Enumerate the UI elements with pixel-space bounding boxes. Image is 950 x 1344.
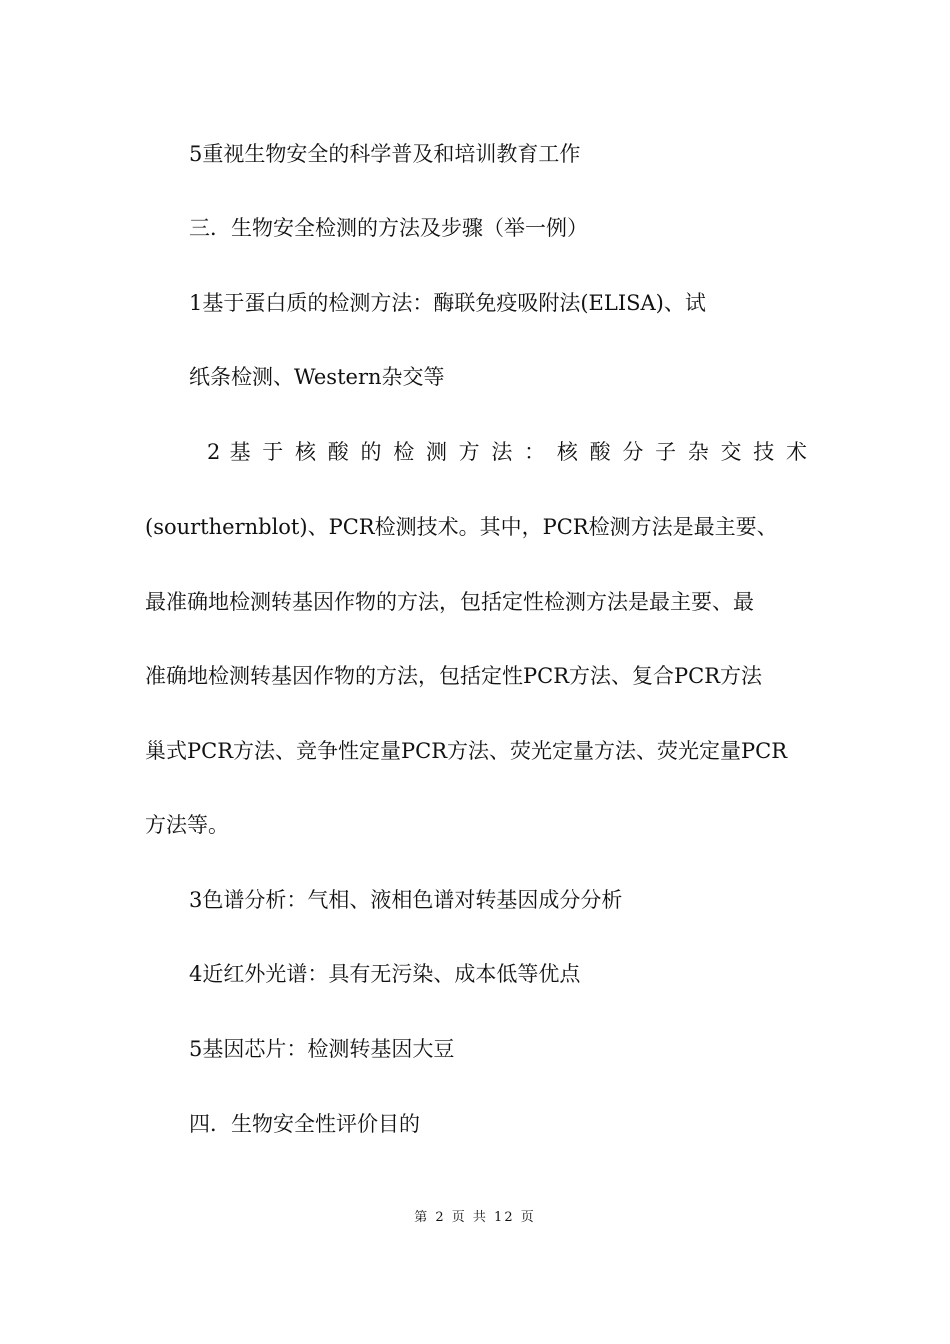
paragraph-line-10: 方法等。 [145, 813, 229, 837]
paragraph-line-1: 5重视生物安全的科学普及和培训教育工作 [189, 142, 581, 166]
paragraph-line-13: 5基因芯片：检测转基因大豆 [189, 1037, 455, 1061]
paragraph-line-7: 最准确地检测转基因作物的方法，包括定性检测方法是最主要、最 [145, 590, 754, 614]
paragraph-line-6: (sourthernblot)、PCR检测技术。其中，PCR检测方法是最主要、 [145, 515, 778, 539]
page-footer: 第 2 页 共 12 页 [414, 1210, 536, 1225]
paragraph-line-11: 3色谱分析：气相、液相色谱对转基因成分分析 [189, 888, 623, 912]
paragraph-line-4: 纸条检测、Western杂交等 [189, 365, 445, 389]
section-heading-4: 四．生物安全性评价目的 [189, 1112, 420, 1136]
paragraph-line-9: 巢式PCR方法、竞争性定量PCR方法、荧光定量方法、荧光定量PCR [145, 739, 788, 763]
paragraph-line-3: 1基于蛋白质的检测方法：酶联免疫吸附法(ELISA)、试 [189, 291, 706, 315]
section-heading-3: 三．生物安全检测的方法及步骤（举一例） [189, 216, 588, 240]
paragraph-line-5: 2 基 于 核 酸 的 检 测 方 法 ： 核 酸 分 子 杂 交 技 术 [207, 440, 807, 464]
paragraph-line-8: 准确地检测转基因作物的方法，包括定性PCR方法、复合PCR方法 [145, 664, 763, 688]
paragraph-line-12: 4近红外光谱：具有无污染、成本低等优点 [189, 962, 581, 986]
